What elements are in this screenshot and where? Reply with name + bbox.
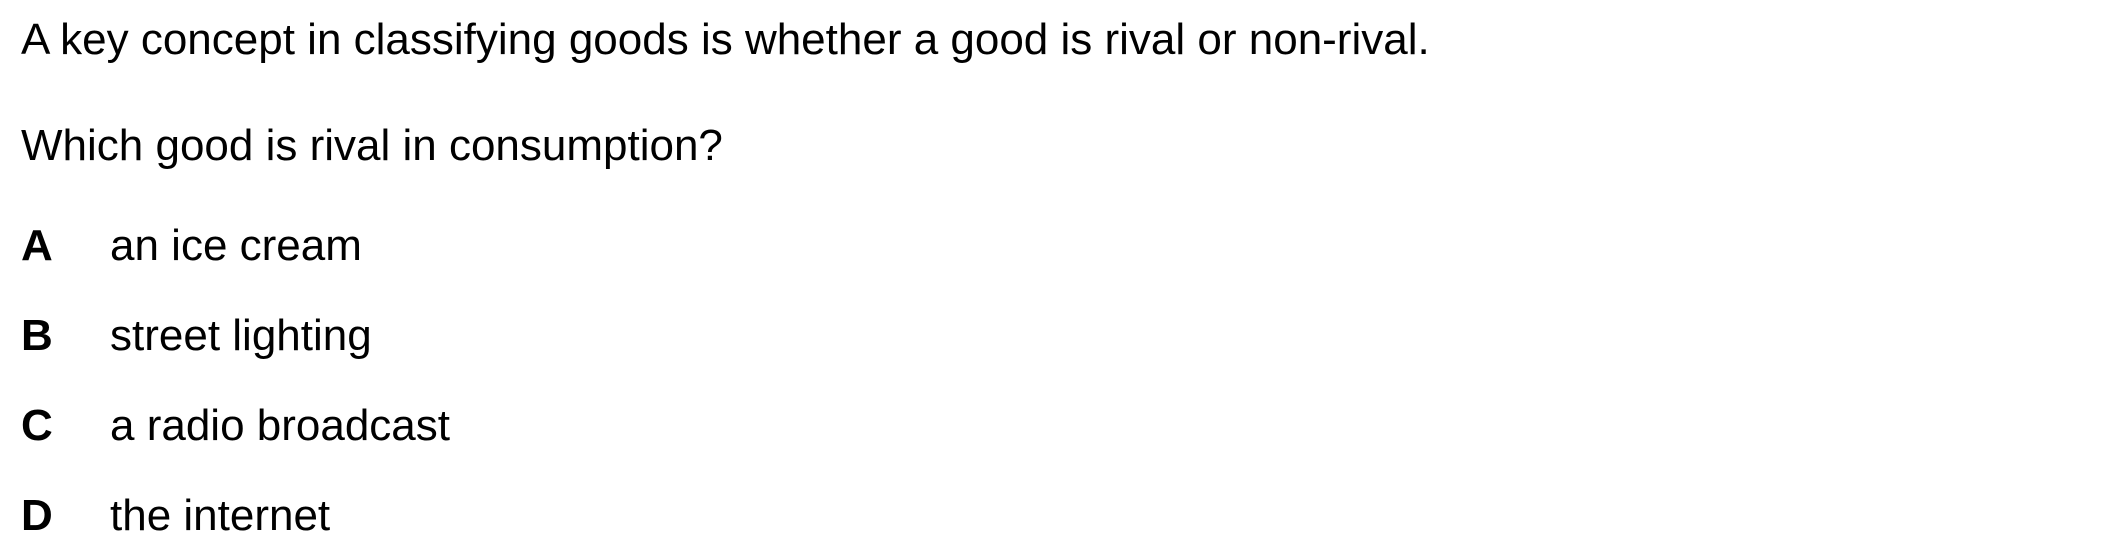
option-letter: A xyxy=(21,221,53,270)
option-text: an ice cream xyxy=(110,221,362,270)
question-text: Which good is rival in consumption? xyxy=(21,121,723,170)
option-letter: D xyxy=(21,491,53,540)
option-text: the internet xyxy=(110,491,331,540)
intro-text: A key concept in classifying goods is whether a good is rival or non-rival. xyxy=(21,15,1430,64)
option-text: a radio broadcast xyxy=(110,401,450,450)
option-letter: C xyxy=(21,401,53,450)
option-text: street lighting xyxy=(110,311,372,360)
option-letter: B xyxy=(21,311,53,360)
